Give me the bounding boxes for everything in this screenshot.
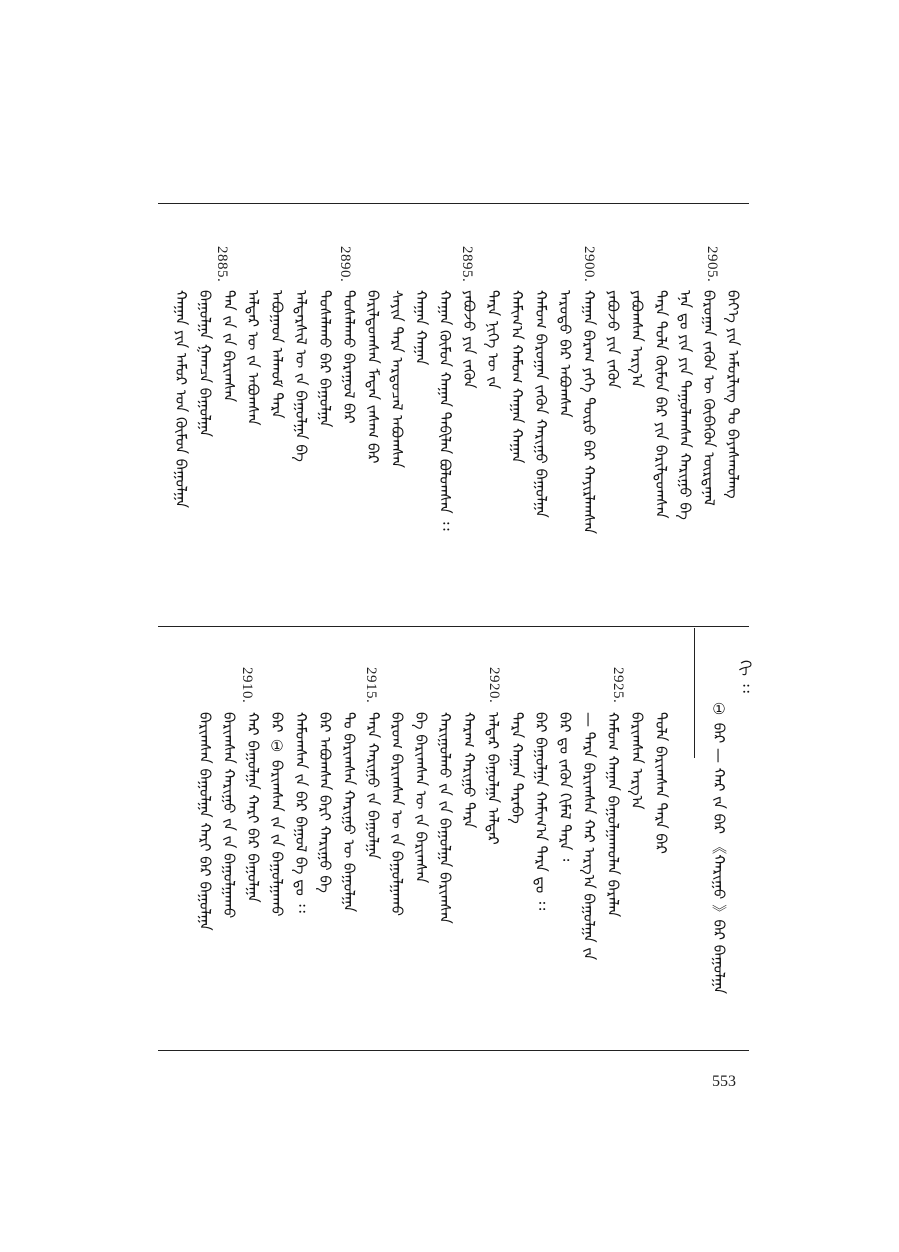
text-column: ᠬᠠᠮᠤᠭᠰᠠᠨ ᠵᠠ ᠪᠠᠷ ᠪᠠᠭᠤᠯ ᠪᠠ ᠳᠤ ᠄᠄ <box>292 712 310 913</box>
text-column: ᠶᠠᠪᠤᠭᠰᠠᠨ ᠠᠷᠭ᠎ᠠ <box>628 290 646 388</box>
line-number: 2890. <box>337 246 353 283</box>
text-column: — ᠲᠡᠷᠡ ᠪᠠᠷᠢᠭᠰᠠᠨ ᠬᠠᠷ ᠠᠷᠭ᠎ᠠ ᠪᠠᠭᠤᠯᠭᠠ ᠵᠠ <box>580 712 598 961</box>
top-divider <box>158 203 749 204</box>
footnote-separator <box>694 628 695 758</box>
page-number: 553 <box>712 1073 736 1090</box>
text-column: ᠪᠠᠷᠢᠭᠰᠠᠨ ᠪᠠᠭᠤᠯᠭᠠ ᠬᠠᠷᠢ ᠪᠠᠷ ᠪᠠᠭᠤᠯᠭᠠ <box>196 712 214 931</box>
text-column: ᠪᠠᠷ ① ᠪᠠᠷᠢᠭᠰᠠᠨ ᠵᠠ ᠵᠠ ᠪᠠᠭᠤᠯᠭᠠᠬᠤ <box>268 712 286 917</box>
text-column: ᠬᠠᠭᠠᠨ ᠪᠠᠷᠠᠭ ᠶᠡᠬᠡ ᠲᠥᠷᠦ ᠪᠠᠷ ᠬᠠᠶᠢᠷᠯᠠᠭᠰᠠᠨ <box>580 290 598 535</box>
line-number: 2885. <box>214 246 230 283</box>
text-column: ᠬᠠᠷ ᠪᠠᠭᠤᠯᠭᠠ ᠬᠠᠷᠢ ᠪᠠᠷ ᠪᠠᠭᠤᠯᠭᠠ <box>244 712 262 903</box>
text-column: ᠪᠡᠶ᠎ᠡ ᠶᠢᠨ ᠠᠮᠤᠷᠯᠢᠩ ᠲᠤ ᠪᠠᠶᠠᠰᠬᠤᠯᠠᠩ <box>724 290 742 499</box>
bottom-divider <box>158 1050 749 1051</box>
text-column: ᠲᠤᠯᠠ ᠪᠠᠷᠢᠭᠰᠠᠨ ᠲᠡᠷᠡ ᠪᠡᠷ <box>652 712 670 854</box>
text-column: ᠪᠠᠷ ᠳᠤ ᠵᠡᠭᠦᠨ ᠬᠢᠮᠠᠯ ᠲᠡᠷᠡ ᠄ <box>556 712 574 862</box>
text-column: ᠬᠠᠭᠠᠨ ᠬᠠᠭᠠᠨ <box>412 290 430 366</box>
text-column: ᠲᠡᠷᠡ ᠲᠤᠯᠠ ᠬᠦᠮᠦᠨ ᠪᠡᠷ ᠶᠢᠨ ᠪᠠᠷᠢᠯᠳᠤᠭᠰᠠᠨ <box>652 290 670 519</box>
text-column: ᠬᠠᠷᠠᠭ ᠬᠠᠷᠢᠭᠤ ᠲᠡᠷᠡ <box>460 712 478 829</box>
middle-divider <box>158 626 749 627</box>
text-column: ᠲᠡᠷᠡ ᠬᠠᠷᠢᠭᠤ ᠵᠠ ᠪᠠᠭᠤᠯᠭᠠ <box>364 712 382 860</box>
text-column: ᠶᠠᠪᠤᠵᠤ ᠶᠢᠨ ᠵᠡᠭᠦᠨ <box>460 290 478 389</box>
text-column: ᠠᠯᠳᠠᠷ ᠦ ᠵᠠ ᠠᠪᠤᠭᠰᠠᠨ <box>244 290 262 426</box>
text-column: ᠬᠠᠷᠢᠭᠤᠯᠬᠤ ᠵᠠ ᠵᠠ ᠪᠠᠭᠤᠯᠭᠠ ᠪᠠᠷᠢᠭᠰᠠᠨ <box>436 712 454 924</box>
text-column: ᠪᠠᠷ ᠠᠪᠤᠭᠰᠠᠨ ᠪᠠᠷᠢ ᠬᠠᠷᠢᠭᠤ ᠪᠠ <box>316 712 334 893</box>
text-column: ᠬᠠᠮᠢᠭ᠎ᠠ ᠬᠠᠮᠤᠭ ᠬᠠᠭᠠᠨ ᠬᠠᠭᠠᠨ <box>508 290 526 464</box>
text-column: ᠬᠠᠮᠤᠭ ᠪᠠᠷᠤᠭᠠᠨ ᠵᠡᠭᠦᠨ ᠬᠠᠷᠢᠭᠤ ᠪᠠᠭᠤᠯᠭᠠ <box>532 290 550 518</box>
line-number: 2920. <box>486 667 502 704</box>
text-column: ᠪᠠᠷ ᠪᠠᠭᠤᠯᠭᠠ ᠬᠠᠮᠢᠭ᠎ᠠ ᠲᠡᠷᠡ ᠳᠤ ᠄᠄ <box>532 712 550 911</box>
text-column: ᠲᠡᠨ ᠵᠠ ᠵᠠ ᠪᠠᠷᠢᠭᠰᠠᠨ <box>220 290 238 403</box>
text-column: ᠡᠨᠡ ᠳᠤ ᠶᠢᠨ ᠶᠢᠨ ᠳᠠᠭᠤᠯᠠᠭᠰᠠᠨ ᠬᠠᠷᠢᠭᠤ ᠪᠠ <box>676 290 694 520</box>
text-column: ᠲᠤᠰᠠᠯᠠᠬᠤ ᠪᠠᠷᠠᠭᠤᠯ ᠪᠠᠷ <box>340 290 358 424</box>
text-column: ᠪᠠᠷᠤᠭᠠᠨ ᠵᠡᠭᠦᠨ ᠦ ᠬᠥᠪᠡᠭᠦᠨ ᠦᠷᠳᠡᠨᠡᠯ <box>700 290 718 506</box>
line-number: 2900. <box>581 246 597 283</box>
text-column: ᠬᠠᠮᠤᠭ ᠬᠠᠭᠠᠨ ᠪᠠᠭᠤᠯᠭᠠᠬᠤᠯᠠᠨ ᠪᠠᠷᠠᠯᠠᠨ <box>604 712 622 918</box>
text-column: ᠪᠠᠭᠤᠯᠭᠠ ᠭᠠᠭᠴᠠ ᠪᠠᠭᠤᠯᠭᠠ <box>196 290 214 437</box>
footnote: ① ᠪᠠᠷ — ᠬᠠᠷ ᠵᠡ ᠪᠠᠷ 《ᠬᠠᠷᠢᠭᠤ 》ᠪᠠᠷ ᠪᠠᠭᠤᠯᠭᠠ <box>710 700 728 995</box>
text-column: ᠬᠠᠭᠠᠨ ᠶᠢᠨ ᠠᠮᠤᠷ ᠤᠨ ᠬᠦᠮᠦᠨ ᠪᠠᠭᠤᠯᠭᠠ <box>172 290 190 508</box>
text-column: ᠠᠪᠤᠭᠠᠳ ᠠᠯᠬᠤᠮ ᠲᠡᠷᠡ <box>268 290 286 419</box>
text-column: ᠰᠠᠶᠢᠨ ᠲᠡᠷᠡ ᠠᠷᠳᠤᠴᠠᠯ ᠠᠪᠤᠭᠰᠠᠨ <box>388 290 406 469</box>
text-column: ᠠᠯᠳᠠᠷ ᠪᠠᠭᠤᠯᠭᠠ ᠠᠯᠳᠠᠷ <box>484 712 502 845</box>
text-column: ᠲᠤ ᠪᠠᠷᠢᠭᠰᠠᠨ ᠬᠠᠷᠢᠭᠤ ᠦ ᠪᠠᠭᠤᠯᠭᠠ <box>340 712 358 913</box>
text-column: ᠪᠠᠷᠤᠭ ᠪᠠᠷᠢᠭᠰᠠᠨ ᠦ ᠵᠠ ᠪᠠᠭᠤᠯᠭᠠᠬᠤ <box>388 712 406 917</box>
text-column: ᠬᠠᠭᠠᠨ ᠬᠦᠮᠦᠨ ᠬᠠᠭᠠᠨ ᠲᠠᠪᠢᠯᠠᠨ ᠪᠤᠯᠤᠭᠰᠠᠨ ᠄᠄ <box>436 290 454 531</box>
line-number: 2925. <box>610 667 626 704</box>
text-column: ᠠᠯᠳᠠᠷᠰᠢᠯ ᠦ ᠵᠠ ᠪᠠᠭᠤᠯᠭᠠ ᠪᠠ <box>292 290 310 462</box>
line-number: 2895. <box>459 246 475 283</box>
text-column: ᠬᠢ ᠄᠄ <box>736 660 754 693</box>
text-column: ᠲᠡᠷᠡ ᠬᠠᠭᠠᠨ ᠲᠡᠷᠡᠪᠡ <box>508 712 526 824</box>
line-number: 2910. <box>239 667 255 704</box>
text-column: ᠪᠠᠷᠢᠯᠳᠤᠭᠰᠠᠨ ᠮᠡᠳᠡᠨ ᠵᠠᠰᠠᠭ ᠪᠠᠷ <box>364 290 382 464</box>
text-column: ᠲᠡᠷᠡ ᠨᠢᠭᠡ ᠦ ᠵᠠ <box>484 290 502 390</box>
text-column: ᠶᠠᠪᠤᠵᠤ ᠶᠢᠨ ᠵᠡᠭᠦᠨ <box>604 290 622 389</box>
text-column: ᠪᠠᠷᠢᠭᠰᠠᠨ ᠠᠷᠭ᠎ᠠ <box>628 712 646 810</box>
text-column: ᠠᠷᠤᠳᠤ ᠪᠠᠷ ᠠᠪᠤᠭᠰᠠᠨ <box>556 290 574 418</box>
text-column: ᠪᠠᠷᠢᠭᠰᠠᠨ ᠬᠠᠷᠢᠭᠤ ᠵᠠ ᠵᠠ ᠪᠠᠭᠤᠯᠭᠠᠬᠤ <box>220 712 238 919</box>
line-number: 2905. <box>704 246 720 283</box>
line-number: 2915. <box>363 667 379 704</box>
text-column: ᠲᠤᠰᠠᠯᠠᠬᠤ ᠪᠡᠷ ᠪᠠᠭᠤᠯᠭᠠ <box>316 290 334 428</box>
text-column: ᠪᠠ ᠪᠠᠷᠢᠭᠰᠠᠨ ᠦ ᠵᠠ ᠪᠠᠷᠢᠭᠰᠠᠨ <box>412 712 430 884</box>
